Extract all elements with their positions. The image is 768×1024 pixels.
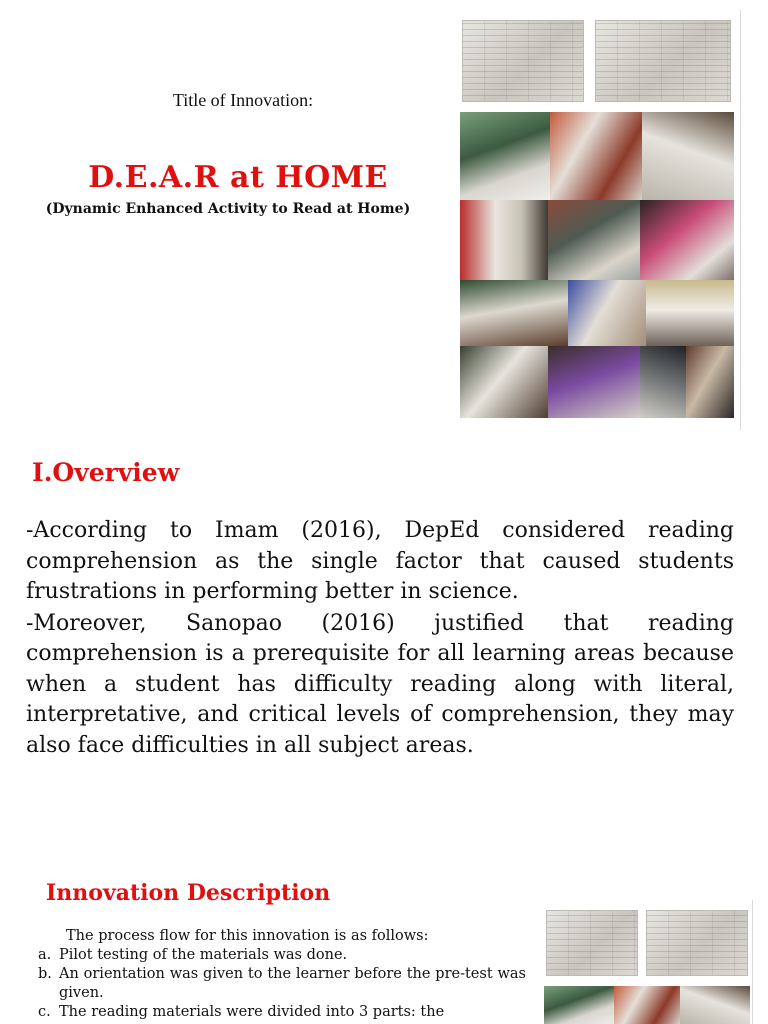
- worksheet-photo: [546, 910, 638, 976]
- overview-paragraph: -Moreover, Sanopao (2016) justified that reading comprehension is a prerequisite for all learning areas because when a student has difficulty reading along with literal, interpretative, and critical levels of comprehension, they may also face difficulties in all subject areas.: [26, 610, 734, 758]
- list-item: [38, 965, 526, 1003]
- worksheet-photo: [462, 20, 584, 102]
- list-marker: a.: [38, 947, 52, 963]
- student-photo: [680, 986, 750, 1024]
- student-photo: [460, 112, 550, 200]
- student-photo: [640, 346, 686, 418]
- student-photo: [640, 200, 734, 280]
- student-photo: [550, 112, 642, 200]
- title-label: Title of Innovation:: [172, 90, 314, 110]
- student-photo: [686, 346, 734, 418]
- student-photo: [614, 986, 680, 1024]
- divider-line: [752, 900, 753, 1024]
- innovation-subtitle: (Dynamic Enhanced Activity to Read at Home): [45, 201, 411, 217]
- process-list: [38, 946, 526, 1022]
- list-item-text: Pilot testing of the materials was done.: [59, 947, 348, 963]
- student-photo: [646, 280, 734, 346]
- student-photo: [642, 112, 734, 200]
- list-marker: c.: [38, 1004, 51, 1020]
- student-photo: [548, 346, 640, 418]
- student-photo: [460, 346, 548, 418]
- student-photo: [544, 986, 614, 1024]
- student-photo: [568, 280, 646, 346]
- list-item: [38, 1003, 526, 1022]
- divider-line: [740, 10, 741, 430]
- list-item: [38, 946, 526, 965]
- overview-paragraph: -According to Imam (2016), DepEd considered reading comprehension as the single factor that caused students frustrations in performing better in science.: [26, 518, 734, 604]
- worksheet-photo: [646, 910, 748, 976]
- innovation-description-heading: Innovation Description: [46, 880, 331, 906]
- overview-heading: I.Overview: [32, 458, 180, 487]
- list-item-text: The reading materials were divided into 3 parts: the: [59, 1004, 445, 1020]
- process-intro: The process flow for this innovation is as follows:: [66, 928, 429, 944]
- overview-body: [26, 516, 734, 761]
- photo-collage-bottom: [542, 906, 752, 1024]
- list-marker: b.: [38, 966, 52, 982]
- student-photo: [460, 280, 568, 346]
- photo-collage-top: [458, 18, 738, 420]
- student-photo: [460, 200, 548, 280]
- innovation-title: D.E.A.R at HOME: [88, 160, 388, 195]
- list-item-text: An orientation was given to the learner before the pre-test was given.: [59, 966, 526, 1001]
- worksheet-photo: [595, 20, 731, 102]
- student-photo: [548, 200, 640, 280]
